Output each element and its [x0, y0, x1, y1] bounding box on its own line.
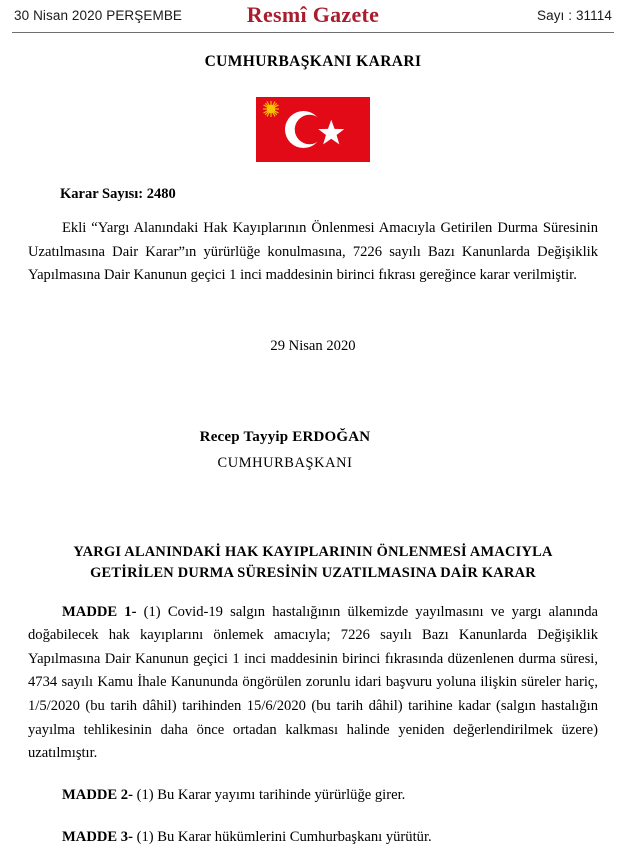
article-3 — [28, 826, 598, 850]
masthead-issue-number: Sayı : 31114 — [536, 7, 612, 23]
masthead-date: 30 Nisan 2020 PERŞEMBE — [14, 7, 183, 23]
article-2-text: (1) Bu Karar yayımı tarihinde yürürlüğe girer. — [132, 787, 406, 804]
turkish-flag-icon — [256, 97, 370, 162]
signature-block — [0, 429, 570, 472]
article-1 — [28, 601, 598, 766]
decision-number: Karar Sayısı: 2480 — [60, 186, 176, 202]
article-2-label: MADDE 2- — [62, 787, 133, 804]
article-1-text: (1) Covid-19 salgın hastalığının ülkemizde yayılmasını ve yargı alanında doğabilecek hak kayıplarını önlemek amacıyla; 7226 sayılı Bazı Kanunlarda Değişiklik Yapılmasına Dair Kanunun geçici 1 inci maddesinin birinci fıkrasında düzenlenen durma süresi, 4734 sayılı Kamu İhale Kanununda öngörülen zorunlu idari başvuru yoluna ilişkin süreler hariç, 1/5/2020 (bu tarih dâhil) tarihinden 15/6/2020 (bu tarih dâhil) tarihine kadar (salgın hastalığın yayılma tehlikesinin daha önce ortadan kalkması halinde yeniden değerlendirilmek üzere) uzatılmıştır. — [28, 603, 598, 762]
flag-container — [0, 97, 626, 162]
regulation-heading — [46, 542, 580, 585]
sun-icon — [263, 101, 279, 117]
regulation-heading-line-1: YARGI ALANINDAKİ HAK KAYIPLARININ ÖNLENMESİ AMACIYLA — [73, 543, 553, 560]
masthead-divider — [12, 32, 614, 33]
article-2 — [28, 784, 598, 808]
article-1-label: MADDE 1- — [62, 603, 137, 620]
article-3-label: MADDE 3- — [62, 828, 133, 845]
decree-heading: CUMHURBAŞKANI KARARI — [204, 53, 422, 70]
decree-body-text: Ekli “Yargı Alanındaki Hak Kayıplarının Önlenmesi Amacıyla Getirilen Durma Süresinin Uzatılmasına Dair Karar”ın yürürlüğe konulmasına, 7226 sayılı Bazı Kanunlarda Değişiklik Yapılmasına Dair Kanunun geçici 1 inci maddesinin birinci fıkrası gereğince karar verilmiştir. — [28, 220, 598, 284]
masthead-title: Resmî Gazete — [246, 2, 380, 27]
signer-title: CUMHURBAŞKANI — [217, 454, 353, 471]
decree-date: 29 Nisan 2020 — [270, 337, 356, 354]
signer-name: Recep Tayyip ERDOĞAN — [199, 428, 371, 445]
masthead — [0, 0, 626, 30]
article-3-text: (1) Bu Karar hükümlerini Cumhurbaşkanı yürütür. — [132, 828, 432, 845]
regulation-heading-line-2: GETİRİLEN DURMA SÜRESİNİN UZATILMASINA DAİR KARAR — [90, 565, 536, 582]
